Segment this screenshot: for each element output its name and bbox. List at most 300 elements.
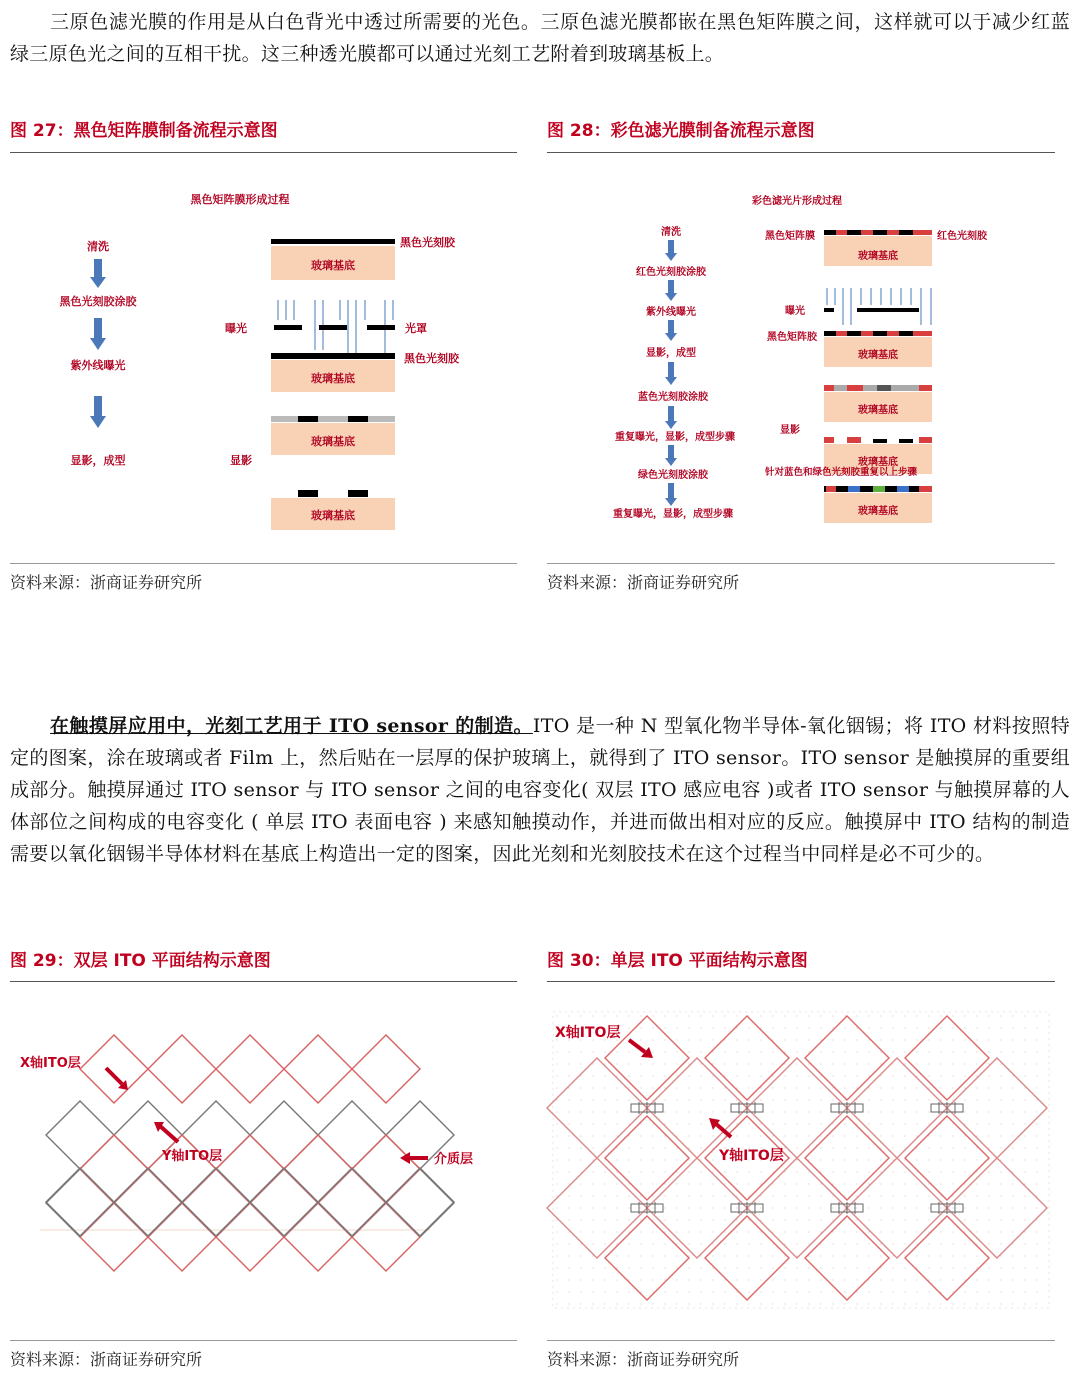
grid-dot: [1012, 1303, 1013, 1304]
grid-dot: [676, 1279, 677, 1280]
grid-dot: [760, 1255, 761, 1256]
fig29-diagram: [10, 990, 517, 1330]
grid-dot: [928, 1015, 929, 1016]
grid-dot: [556, 1303, 557, 1304]
grid-dot: [796, 1255, 797, 1256]
grid-dot: [880, 1111, 881, 1112]
y-layer-diamond: [216, 1035, 284, 1103]
grid-dot: [1036, 1123, 1037, 1124]
y-layer-diamond: [284, 1135, 352, 1203]
grid-dot: [676, 1243, 677, 1244]
grid-dot: [820, 1279, 821, 1280]
x-layer-diamond: [114, 1169, 182, 1237]
grid-dot: [856, 1243, 857, 1244]
grid-dot: [748, 1219, 749, 1220]
grid-dot: [1012, 1063, 1013, 1064]
grid-dot: [556, 1291, 557, 1292]
grid-dot: [676, 1063, 677, 1064]
grid-dot: [820, 1135, 821, 1136]
fig28-label-red-resist: 红色光刻胶: [937, 231, 987, 242]
grid-dot: [964, 1123, 965, 1124]
grid-dot: [688, 1111, 689, 1112]
grid-dot: [904, 1063, 905, 1064]
grid-dot: [808, 1159, 809, 1160]
grid-dot: [952, 1087, 953, 1088]
grid-dot: [736, 1015, 737, 1016]
grid-dot: [664, 1255, 665, 1256]
grid-dot: [628, 1063, 629, 1064]
grid-dot: [988, 1075, 989, 1076]
fig27-glass-3: 玻璃基底: [311, 435, 355, 448]
grid-dot: [664, 1075, 665, 1076]
grid-dot: [868, 1255, 869, 1256]
grid-dot: [796, 1099, 797, 1100]
grid-dot: [952, 1063, 953, 1064]
grid-dot: [856, 1219, 857, 1220]
grid-dot: [568, 1183, 569, 1184]
grid-dot: [976, 1135, 977, 1136]
grid-dot: [868, 1303, 869, 1304]
grid-dot: [892, 1183, 893, 1184]
grid-dot: [808, 1063, 809, 1064]
grid-dot: [808, 1039, 809, 1040]
fig27-step-4: 显影，成型: [70, 454, 126, 467]
grid-dot: [676, 1099, 677, 1100]
grid-dot: [556, 1015, 557, 1016]
fig29-title: 图 29：双层 ITO 平面结构示意图: [10, 951, 271, 971]
grid-dot: [784, 1219, 785, 1220]
grid-dot: [676, 1171, 677, 1172]
x-layer-diamond: [386, 1168, 454, 1236]
grid-dot: [1036, 1219, 1037, 1220]
grid-dot: [892, 1087, 893, 1088]
grid-dot: [868, 1123, 869, 1124]
grid-dot: [880, 1123, 881, 1124]
grid-dot: [760, 1075, 761, 1076]
grid-dot: [916, 1255, 917, 1256]
grid-dot: [808, 1135, 809, 1136]
grid-dot: [1012, 1051, 1013, 1052]
grid-dot: [640, 1219, 641, 1220]
grid-dot: [856, 1087, 857, 1088]
grid-dot: [748, 1195, 749, 1196]
grid-dot: [1036, 1075, 1037, 1076]
grid-dot: [904, 1087, 905, 1088]
grid-dot: [652, 1027, 653, 1028]
grid-dot: [712, 1087, 713, 1088]
grid-dot: [916, 1279, 917, 1280]
fig27-glass-2: 玻璃基底: [311, 372, 355, 385]
grid-dot: [820, 1147, 821, 1148]
grid-dot: [736, 1291, 737, 1292]
fig27-step-3: 紫外线曝光: [70, 359, 126, 372]
grid-dot: [760, 1171, 761, 1172]
x-layer-diamond: [182, 1169, 250, 1237]
arrow-down-icon: [90, 396, 106, 428]
grid-dot: [556, 1159, 557, 1160]
grid-dot: [1036, 1063, 1037, 1064]
grid-dot: [844, 1183, 845, 1184]
fig27-title: 图 27：黑色矩阵膜制备流程示意图: [10, 121, 278, 141]
grid-dot: [976, 1267, 977, 1268]
grid-dot: [676, 1231, 677, 1232]
grid-dot: [1024, 1303, 1025, 1304]
grid-dot: [772, 1123, 773, 1124]
grid-dot: [952, 1075, 953, 1076]
grid-dot: [724, 1015, 725, 1016]
grid-dot: [724, 1183, 725, 1184]
grid-dot: [676, 1267, 677, 1268]
grid-dot: [976, 1183, 977, 1184]
grid-dot: [976, 1063, 977, 1064]
grid-dot: [796, 1039, 797, 1040]
grid-dot: [724, 1087, 725, 1088]
grid-dot: [712, 1051, 713, 1052]
grid-dot: [1000, 1195, 1001, 1196]
grid-dot: [880, 1051, 881, 1052]
grid-dot: [616, 1303, 617, 1304]
grid-dot: [904, 1075, 905, 1076]
grid-dot: [904, 1051, 905, 1052]
grid-dot: [988, 1147, 989, 1148]
grid-dot: [820, 1159, 821, 1160]
grid-dot: [664, 1087, 665, 1088]
grid-dot: [808, 1027, 809, 1028]
grid-dot: [664, 1207, 665, 1208]
grid-dot: [880, 1219, 881, 1220]
grid-dot: [760, 1231, 761, 1232]
x-layer-diamond: [905, 1216, 989, 1300]
grid-dot: [664, 1123, 665, 1124]
grid-dot: [892, 1303, 893, 1304]
grid-dot: [784, 1099, 785, 1100]
grid-dot: [736, 1243, 737, 1244]
grid-dot: [760, 1219, 761, 1220]
grid-dot: [928, 1111, 929, 1112]
grid-dot: [784, 1183, 785, 1184]
grid-dot: [940, 1171, 941, 1172]
grid-dot: [640, 1279, 641, 1280]
grid-dot: [916, 1231, 917, 1232]
grid-dot: [892, 1135, 893, 1136]
grid-dot: [700, 1087, 701, 1088]
grid-dot: [832, 1075, 833, 1076]
y-layer-diamond: [747, 1058, 847, 1158]
grid-dot: [712, 1291, 713, 1292]
grid-dot: [796, 1159, 797, 1160]
grid-dot: [628, 1135, 629, 1136]
grid-dot: [688, 1303, 689, 1304]
grid-dot: [868, 1219, 869, 1220]
grid-dot: [592, 1219, 593, 1220]
grid-dot: [808, 1279, 809, 1280]
grid-dot: [1012, 1291, 1013, 1292]
grid-dot: [676, 1135, 677, 1136]
grid-dot: [1012, 1135, 1013, 1136]
grid-dot: [1036, 1099, 1037, 1100]
grid-dot: [856, 1123, 857, 1124]
grid-dot: [928, 1303, 929, 1304]
grid-dot: [604, 1135, 605, 1136]
grid-dot: [868, 1231, 869, 1232]
grid-dot: [964, 1039, 965, 1040]
grid-dot: [868, 1063, 869, 1064]
grid-dot: [748, 1123, 749, 1124]
grid-dot: [904, 1219, 905, 1220]
grid-dot: [772, 1243, 773, 1244]
grid-dot: [760, 1303, 761, 1304]
grid-dot: [556, 1255, 557, 1256]
grid-dot: [796, 1219, 797, 1220]
grid-dot: [712, 1027, 713, 1028]
grid-dot: [928, 1267, 929, 1268]
grid-dot: [904, 1171, 905, 1172]
grid-dot: [712, 1039, 713, 1040]
grid-dot: [1000, 1147, 1001, 1148]
grid-dot: [676, 1303, 677, 1304]
grid-dot: [904, 1123, 905, 1124]
grid-dot: [556, 1207, 557, 1208]
grid-dot: [904, 1111, 905, 1112]
grid-dot: [640, 1159, 641, 1160]
arrow-diag-icon: [106, 1068, 128, 1090]
grid-dot: [748, 1051, 749, 1052]
grid-dot: [724, 1291, 725, 1292]
grid-dot: [844, 1063, 845, 1064]
x-layer-diamond: [250, 1101, 318, 1169]
grid-dot: [976, 1255, 977, 1256]
grid-dot: [940, 1231, 941, 1232]
grid-dot: [976, 1123, 977, 1124]
grid-dot: [868, 1027, 869, 1028]
grid-dot: [904, 1039, 905, 1040]
grid-dot: [664, 1111, 665, 1112]
grid-dot: [640, 1135, 641, 1136]
grid-dot: [988, 1207, 989, 1208]
grid-dot: [940, 1075, 941, 1076]
grid-dot: [688, 1243, 689, 1244]
grid-dot: [1000, 1075, 1001, 1076]
grid-dot: [1000, 1255, 1001, 1256]
grid-dot: [736, 1231, 737, 1232]
grid-dot: [580, 1279, 581, 1280]
fig28-step-7: 绿色光刻胶涂胶: [638, 470, 708, 481]
grid-dot: [880, 1303, 881, 1304]
grid-dot: [904, 1135, 905, 1136]
grid-dot: [880, 1015, 881, 1016]
grid-dot: [796, 1243, 797, 1244]
y-layer-diamond: [80, 1135, 148, 1203]
grid-dot: [940, 1207, 941, 1208]
grid-dot: [736, 1195, 737, 1196]
grid-dot: [796, 1027, 797, 1028]
fig27-step-2: 黑色光刻胶涂胶: [59, 295, 137, 308]
grid-dot: [580, 1147, 581, 1148]
grid-dot: [604, 1063, 605, 1064]
grid-dot: [628, 1243, 629, 1244]
grid-dot: [1000, 1027, 1001, 1028]
grid-dot: [604, 1303, 605, 1304]
grid-dot: [1036, 1111, 1037, 1112]
y-layer-diamond: [947, 1158, 1047, 1258]
y-layer-diamond: [80, 1203, 148, 1271]
grid-dot: [772, 1255, 773, 1256]
fig28-label-exposure: 曝光: [785, 306, 805, 317]
grid-dot: [916, 1267, 917, 1268]
grid-dot: [844, 1027, 845, 1028]
grid-dot: [592, 1075, 593, 1076]
grid-dot: [688, 1039, 689, 1040]
grid-dot: [976, 1039, 977, 1040]
grid-dot: [772, 1051, 773, 1052]
grid-dot: [1036, 1147, 1037, 1148]
grid-dot: [724, 1123, 725, 1124]
grid-dot: [580, 1183, 581, 1184]
grid-dot: [1012, 1231, 1013, 1232]
grid-dot: [892, 1219, 893, 1220]
grid-dot: [988, 1267, 989, 1268]
grid-dot: [664, 1303, 665, 1304]
grid-dot: [616, 1291, 617, 1292]
grid-dot: [988, 1027, 989, 1028]
grid-dot: [664, 1159, 665, 1160]
grid-dot: [748, 1135, 749, 1136]
grid-dot: [700, 1147, 701, 1148]
grid-dot: [568, 1147, 569, 1148]
grid-dot: [1036, 1135, 1037, 1136]
grid-dot: [592, 1231, 593, 1232]
grid-dot: [676, 1255, 677, 1256]
grid-dot: [568, 1267, 569, 1268]
grid-dot: [784, 1051, 785, 1052]
grid-dot: [784, 1231, 785, 1232]
grid-dot: [844, 1255, 845, 1256]
grid-dot: [868, 1051, 869, 1052]
grid-dot: [796, 1267, 797, 1268]
grid-dot: [700, 1159, 701, 1160]
intro-paragraph: 三原色滤光膜的作用是从白色背光中透过所需要的光色。三原色滤光膜都嵌在黑色矩阵膜之间，这样就可以于减少红蓝绿三原色光之间的互相干扰。这三种透光膜都可以通过光刻工艺附着到玻璃基板上。: [10, 11, 1070, 65]
grid-dot: [940, 1195, 941, 1196]
grid-dot: [712, 1219, 713, 1220]
fig28-step-3: 紫外线曝光: [646, 307, 696, 318]
grid-dot: [592, 1279, 593, 1280]
grid-dot: [592, 1267, 593, 1268]
grid-dot: [628, 1075, 629, 1076]
grid-dot: [712, 1111, 713, 1112]
grid-dot: [1012, 1123, 1013, 1124]
grid-dot: [592, 1015, 593, 1016]
grid-dot: [688, 1291, 689, 1292]
grid-dot: [556, 1147, 557, 1148]
grid-dot: [640, 1291, 641, 1292]
grid-dot: [604, 1075, 605, 1076]
grid-dot: [664, 1039, 665, 1040]
arrow-down-icon: [665, 483, 677, 506]
grid-dot: [772, 1207, 773, 1208]
grid-dot: [592, 1207, 593, 1208]
grid-dot: [880, 1171, 881, 1172]
grid-dot: [808, 1183, 809, 1184]
grid-dot: [748, 1231, 749, 1232]
grid-dot: [856, 1171, 857, 1172]
x-layer-diamond: [46, 1169, 114, 1237]
grid-dot: [736, 1303, 737, 1304]
x-layer-diamond: [114, 1168, 182, 1236]
arrow-down-icon: [665, 280, 677, 301]
grid-dot: [628, 1015, 629, 1016]
grid-dot: [604, 1171, 605, 1172]
grid-dot: [592, 1135, 593, 1136]
grid-dot: [976, 1087, 977, 1088]
grid-dot: [940, 1051, 941, 1052]
grid-dot: [904, 1027, 905, 1028]
grid-dot: [688, 1087, 689, 1088]
grid-dot: [580, 1171, 581, 1172]
fig28-step-4: 显影，成型: [646, 348, 696, 359]
grid-dot: [748, 1015, 749, 1016]
grid-dot: [772, 1099, 773, 1100]
grid-dot: [592, 1111, 593, 1112]
grid-dot: [580, 1099, 581, 1100]
grid-dot: [868, 1015, 869, 1016]
grid-dot: [916, 1099, 917, 1100]
grid-dot: [652, 1075, 653, 1076]
grid-dot: [904, 1183, 905, 1184]
grid-dot: [856, 1027, 857, 1028]
grid-dot: [664, 1219, 665, 1220]
grid-dot: [844, 1195, 845, 1196]
grid-dot: [1000, 1099, 1001, 1100]
grid-dot: [916, 1195, 917, 1196]
grid-dot: [796, 1087, 797, 1088]
x-layer-diamond: [805, 1016, 889, 1100]
x-layer-diamond: [386, 1169, 454, 1237]
grid-dot: [784, 1207, 785, 1208]
grid-dot: [688, 1147, 689, 1148]
grid-dot: [940, 1255, 941, 1256]
fig27-bottom-rule: [10, 563, 517, 564]
grid-dot: [736, 1039, 737, 1040]
grid-dot: [604, 1147, 605, 1148]
grid-dot: [700, 1171, 701, 1172]
grid-dot: [832, 1147, 833, 1148]
grid-dot: [880, 1063, 881, 1064]
grid-dot: [808, 1207, 809, 1208]
grid-dot: [712, 1303, 713, 1304]
grid-dot: [664, 1147, 665, 1148]
grid-dot: [736, 1279, 737, 1280]
grid-dot: [1012, 1015, 1013, 1016]
grid-dot: [964, 1183, 965, 1184]
grid-dot: [940, 1279, 941, 1280]
grid-dot: [784, 1171, 785, 1172]
grid-dot: [1036, 1195, 1037, 1196]
grid-dot: [676, 1291, 677, 1292]
grid-dot: [952, 1267, 953, 1268]
grid-dot: [640, 1171, 641, 1172]
grid-dot: [1036, 1255, 1037, 1256]
grid-dot: [1012, 1087, 1013, 1088]
grid-dot: [868, 1267, 869, 1268]
grid-dot: [664, 1231, 665, 1232]
grid-dot: [688, 1195, 689, 1196]
grid-dot: [580, 1159, 581, 1160]
grid-dot: [868, 1099, 869, 1100]
grid-dot: [568, 1207, 569, 1208]
grid-dot: [580, 1051, 581, 1052]
arrow-down-icon: [665, 406, 677, 429]
grid-dot: [1024, 1171, 1025, 1172]
